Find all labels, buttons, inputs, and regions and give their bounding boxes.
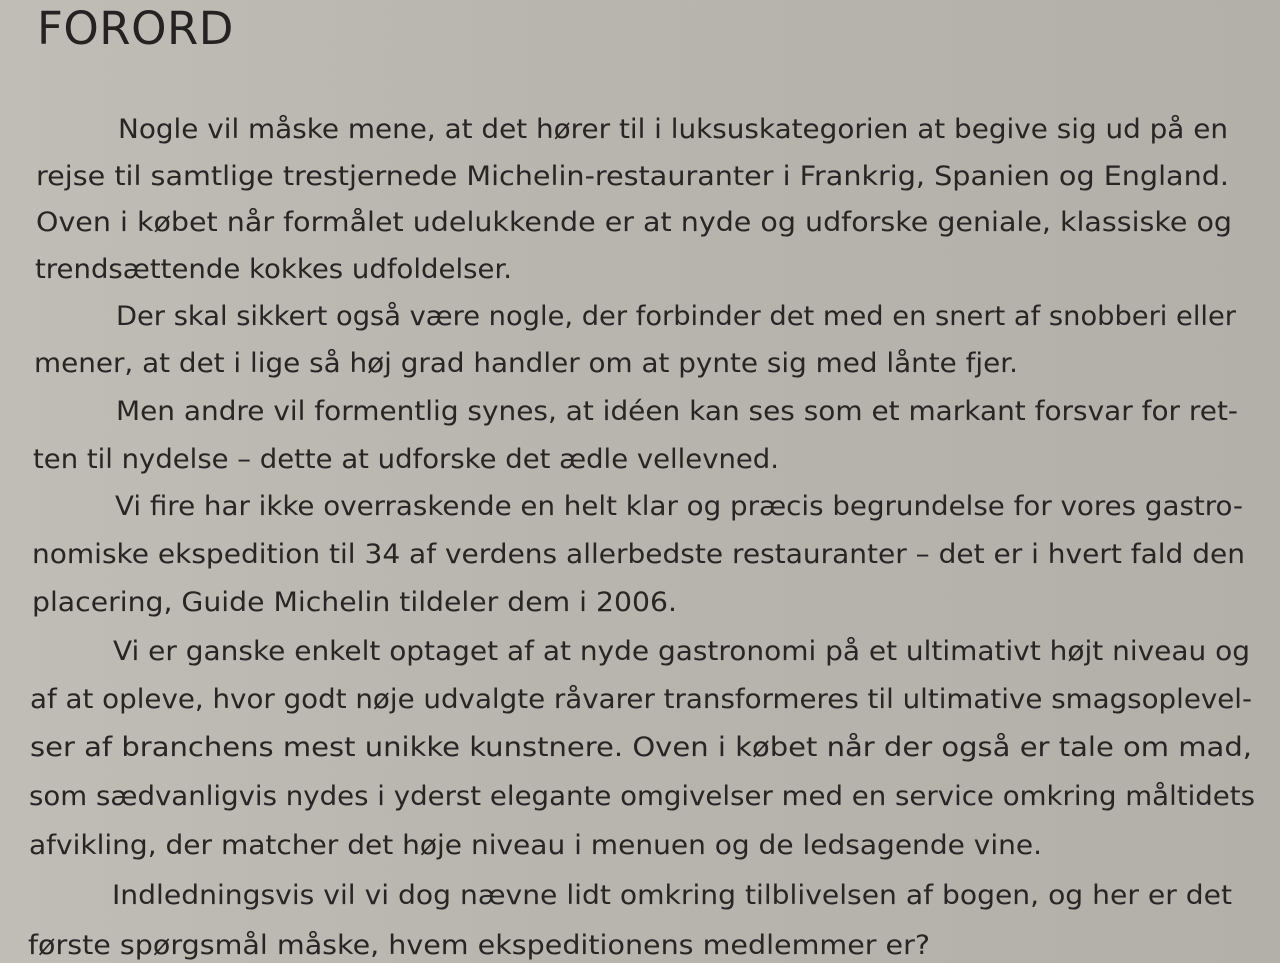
- text-line: af at opleve, hvor godt nøje udvalgte råvarer transformeres til ultimative smagsoplevel-: [30, 684, 1252, 715]
- text-line: Vi fire har ikke overraskende en helt klar og præcis begrundelse for vores gastro-: [115, 491, 1243, 522]
- text-line: Nogle vil måske mene, at det hører til i luksuskategorien at begive sig ud på en: [118, 114, 1228, 145]
- text-line: placering, Guide Michelin tildeler dem i 2006.: [32, 587, 677, 618]
- text-line: Oven i købet når formålet udelukkende er at nyde og udforske geniale, klassiske og: [36, 207, 1232, 238]
- text-line: rejse til samtlige trestjernede Michelin-restauranter i Frankrig, Spanien og England.: [36, 161, 1229, 192]
- text-line: ten til nydelse – dette at udforske det ædle vellevned.: [33, 444, 779, 475]
- text-line: nomiske ekspedition til 34 af verdens allerbedste restauranter – det er i hvert fald den: [32, 539, 1245, 570]
- text-line: Men andre vil formentlig synes, at idéen kan ses som et markant forsvar for ret-: [116, 396, 1238, 427]
- text-line: som sædvanligvis nydes i yderst elegante omgivelser med en service omkring måltidets: [29, 781, 1255, 812]
- text-line: trendsættende kokkes udfoldelser.: [35, 254, 512, 285]
- text-line: ser af branchens mest unikke kunstnere. Oven i købet når der også er tale om mad,: [30, 732, 1252, 763]
- text-line: mener, at det i lige så høj grad handler om at pynte sig med lånte fjer.: [34, 348, 1019, 379]
- text-line: Vi er ganske enkelt optaget af at nyde gastronomi på et ultimativt højt niveau og: [113, 636, 1250, 667]
- text-line: første spørgsmål måske, hvem ekspeditionens medlemmer er?: [28, 930, 930, 961]
- page-title: FORORD: [37, 2, 234, 55]
- text-line: Der skal sikkert også være nogle, der forbinder det med en snert af snobberi eller: [116, 301, 1236, 332]
- text-line: afvikling, der matcher det høje niveau i menuen og de ledsagende vine.: [29, 830, 1042, 861]
- text-line: Indledningsvis vil vi dog nævne lidt omkring tilblivelsen af bogen, og her er det: [112, 880, 1232, 911]
